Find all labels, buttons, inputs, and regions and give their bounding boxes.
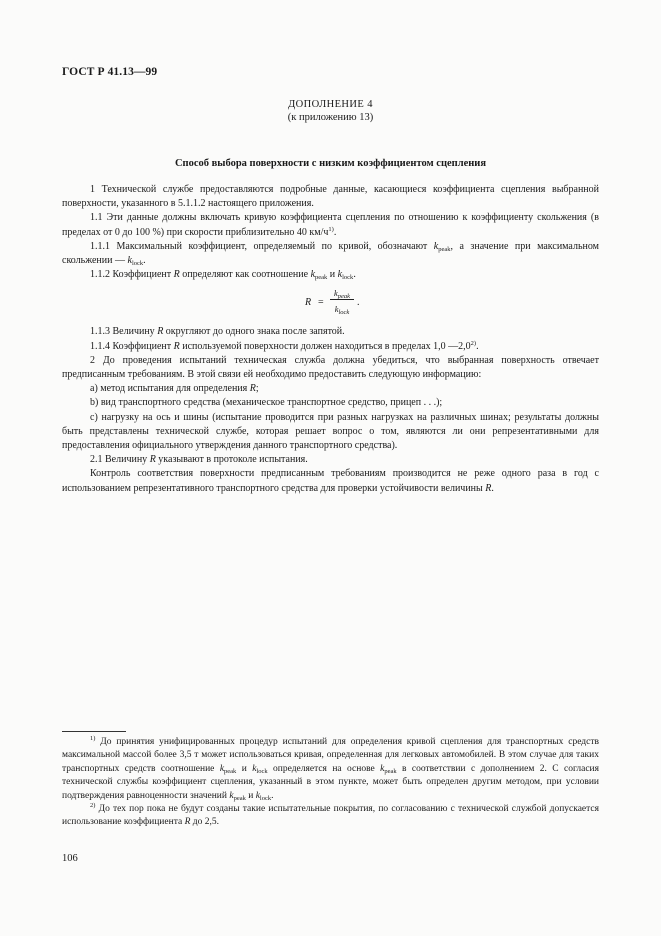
formula-end: . <box>357 297 360 309</box>
list-item-b: b) вид транспортного средства (механическое транспортное средство, прицеп . . .); <box>90 397 443 409</box>
paragraph-2-1: 2.1 Величину R указывают в протоколе испытания. <box>90 454 308 466</box>
page-number: 106 <box>62 853 78 864</box>
formula-denominator: $k_{lock}$ <box>334 304 350 317</box>
footnotes <box>62 736 599 830</box>
footnote-2: $^{2)}$ До тех пор пока не будут созданы такие испытательные покрытия, по согласованию с технической службой допускается использование коэффициента R до 2,5. <box>62 802 599 828</box>
footnote-separator <box>62 731 126 732</box>
addendum-title: ДОПОЛНЕНИЕ 4 <box>288 99 373 110</box>
formula-equals: = <box>318 297 324 309</box>
paragraph-1-1-3: 1.1.3 Величину R округляют до одного знака после запятой. <box>90 326 345 338</box>
standard-id: ГОСТ Р 41.13—99 <box>62 66 158 78</box>
paragraph-1-1-4: 1.1.4 Коэффициент R используемой поверхности должен находиться в пределах 1,0 —2,0$^{2)}$. <box>90 339 479 352</box>
addendum-subtitle: (к приложению 13) <box>287 112 374 123</box>
ratio-formula <box>62 284 599 324</box>
footnote-ref-2: 2) <box>470 339 477 347</box>
body-text <box>62 183 599 496</box>
paragraph-1-1-1: 1.1.1 Максимальный коэффициент, определяемый по кривой, обозначают $k_{peak}$, а значение при максимальном скольжении — $k_{lock}$. <box>62 240 599 268</box>
paragraph-2: 2 До проведения испытаний техническая служба должна убедиться, что выбранная поверхность отвечает предписанным требованиям. В этой связи ей необходимо предоставить следующую информацию: <box>62 354 599 381</box>
footnote-1: $^{1)}$ До принятия унифицированных процедур испытаний для определения кривой сцепления для транспортных средств максимальной массой более 3,5 т может использоваться кривая, определенная для легковых автомобилей. В этом случае для таких транспортных средств соотношение $k_{peak}$ и $k_{lock}$ определяется на основе $k_{peak}$ в соответствии с дополнением 2. С согласия технической службы коэффициент сцепления, указанный в этом пункте, может быть определен другим методом, при условии подтверждения равноценности значений $k_{peak}$ и $k_{lock}$. <box>62 735 600 802</box>
formula-lhs: R <box>305 297 312 309</box>
paragraph-1: 1 Технической службе предоставляются подробные данные, касающиеся коэффициента сцепления выбранной поверхности, указанного в 5.1.1.2 настоящего приложения. <box>62 184 599 210</box>
formula-fraction <box>330 286 354 315</box>
list-item-c: c) нагрузку на ось и шины (испытание проводится при разных нагрузках на различных шинах; результаты должны быть представлены технической службе, которая решает вопрос о том, являются ли они репрезентативными для предоставления официального утверждения данного транспортного средства). <box>62 411 599 452</box>
section-title: Способ выбора поверхности с низким коэффициентом сцепления <box>174 158 487 169</box>
footnote-ref-1: 1) <box>328 225 334 233</box>
paragraph-control: Контроль соответствия поверхности предписанным требованиям производится не реже одного раза в год с использованием репрезентативного транспортного средства для проверки устойчивости величины R. <box>62 468 599 494</box>
list-item-a: a) метод испытания для определения R; <box>90 383 259 395</box>
paragraph-1-1-2: 1.1.2 Коэффициент R определяют как соотношение $k_{peak}$ и $k_{lock}$. <box>90 269 356 282</box>
formula-numerator: $k_{peak}$ <box>330 286 354 300</box>
paragraph-1-1: 1.1 Эти данные должны включать кривую коэффициента сцепления по отношению к коэффициенту скольжения (в пределах от 0 до 100 %) при скорости приблизительно 40 $км/ч^{1)}$. <box>62 212 599 238</box>
